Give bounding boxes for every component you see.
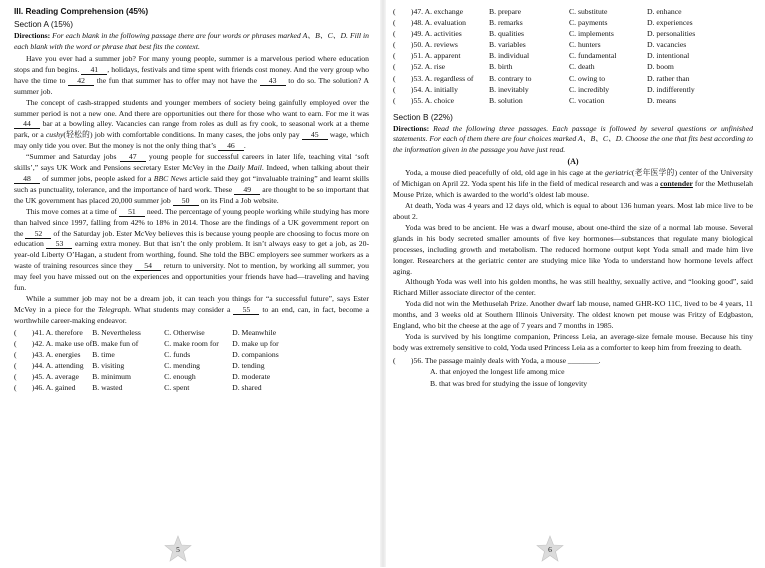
blank-51: 51 xyxy=(119,207,145,217)
option-row-42[interactable]: ( )42. A. make use of B. make fun of C. make room for D. make up for xyxy=(14,338,279,348)
blank-44: 44 xyxy=(14,119,40,129)
blank-53: 53 xyxy=(46,239,72,249)
page-number-badge-left xyxy=(164,535,192,563)
passage-paragraph-3: “Summer and Saturday jobs 47 young people for successful careers in later life, teaching vital ‘soft skills’,” says UK Work and Pensions secretary Ester McVey in the Daily Mail. Indeed, when talking about their 48 of summer jobs, people asked for a BBC News article said they got “invaluable training” and learnt skills such as punctuality, tolerance, and the importance of hard work. These 49 are thought to be so important that the UK government has placed 20,000 summer job 50 on its Find a Job website. xyxy=(14,152,370,205)
section-b-heading: Section B (22%) xyxy=(393,111,453,122)
question-56-option-a[interactable]: A. that enjoyed the longest life among mice xyxy=(430,367,565,377)
section-b-directions xyxy=(393,124,753,156)
yoda-paragraph-4: Although Yoda was well into his golden months, he was still healthy, sexually active, and “looking good”, said Richard Miller associate director of the center. xyxy=(393,277,753,298)
blank-42: 42 xyxy=(68,76,94,86)
yoda-paragraph-2: At death, Yoda was 4 years and 12 days old, which is equal to about 136 human years. Most lab mice live to be about 2. xyxy=(393,201,753,221)
blank-50: 50 xyxy=(173,196,199,206)
yoda-paragraph-5: Yoda did not win the Methuselah Prize. Another dwarf lab mouse, named GHR-KO 11C, lived to be 4 years, 11 months, and 3 weeks old at Southern Illinois University. The oldest known pet mouse was Fritzy of Edgbaston, England, who bit the cheese at the age of 7 years and 7 months in 1985. xyxy=(393,299,753,331)
passage-paragraph-1: Have you ever had a summer job? For many young people, summer is a marvelous period where education stops and fun begins. 41 , holidays, festivals and time spent with friends cost money. And the very group who have the time to 42 the fun that summer has to offer may not have the 43 to do so. The solution? A summer job. xyxy=(14,54,370,96)
page-number-badge-right xyxy=(536,535,564,563)
options-table-41-46 xyxy=(14,327,369,394)
blank-54: 54 xyxy=(135,261,161,271)
blank-52: 52 xyxy=(25,229,51,239)
yoda-paragraph-3: Yoda was bred to be ancient. He was a dwarf mouse, about one-third the size of a normal lab mouse. Several glands in his body secreted smaller amounts of five key hormones—substances that regulate many biological processes, including growth and metabolism. The reduced hormone output kept Yoda small and made him live longer. Researchers at the geriatric center are studying mice like Yoda to understand how hormone levels affect aging. xyxy=(393,222,753,276)
option-row-52[interactable]: ( )52. A. rise B. birth C. death D. boom xyxy=(393,62,674,72)
option-row-53[interactable]: ( )53. A. regardless of B. contrary to C. owing to D. rather than xyxy=(393,73,690,83)
option-row-55[interactable]: ( )55. A. choice B. solution C. vocation D. means xyxy=(393,95,677,105)
left-page xyxy=(0,0,383,567)
highlighted-word-contender: contender xyxy=(660,179,693,189)
directions-text: Read the following three passages. Each passage is followed by several questions or unfinished statements. For each of them there are four choices marked A、B、C、D. Choose the one that fits best according to the information given in the passage you have just read. xyxy=(393,123,753,154)
question-56-option-b[interactable]: B. that was bred for studying the issue of longevity xyxy=(430,378,588,388)
option-row-51[interactable]: ( )51. A. apparent B. individual C. fundamental D. intentional xyxy=(393,51,690,61)
option-row-49[interactable]: ( )49. A. activities B. qualities C. implements D. personalities xyxy=(393,29,696,39)
option-row-43[interactable]: ( )43. A. energies B. time C. funds D. companions xyxy=(14,349,279,359)
options-table-47-55 xyxy=(393,6,753,106)
blank-43: 43 xyxy=(260,76,286,86)
page-number-right: 6 xyxy=(548,545,552,554)
passage-paragraph-4: This move comes at a time of 51 need. The percentage of young people working while studying has more than halved since 1997, falling from 42% to 18% in 2014. Those are the findings of a UK government report on the 52 of the Saturday job. Ester McVey believes this is because young people are choosing to focus more on education 53 earning extra money. But that isn’t the only problem. It isn’t always easy to get a job, as 20-year-old Liberty O’Hagan, a student from worthing, found. She told the BBC employers see summer workers as a waste of training resources since they 54 return to university. Not to mention, by working all summer, you may feel you have missed out on the experiences and opportunities your friends have had—traveling and having fun. xyxy=(14,206,370,293)
directions-text: For each blank in the following passage there are four words or phrases marked A、B、C、D. Fill in each blank with the word or phrase that best fits the context. xyxy=(14,31,370,51)
blank-46: 46 xyxy=(218,141,244,151)
option-row-44[interactable]: ( )44. A. attending B. visiting C. mending D. tending xyxy=(14,360,265,370)
yoda-paragraph-1: Yoda, a mouse died peacefully of old, old age in his cage at the geriatric(老年医学的) center of the University of Michigan on April 22. Yoda spent his life in the field of medical research and was a contender for the Methuselah Mouse Prize, which is awarded to the world’s oldest lab mouse. xyxy=(393,168,753,200)
passage-paragraph-5: While a summer job may not be a dream job, it can teach you things for “a successful future”, says Ester McVey in a piece for the Telegraph. What students may consider a 55 to an end, can, in fact, become a worthwhile career-making endeavor. xyxy=(14,293,369,325)
passage-paragraph-2: The concept of cash-strapped students and younger members of society being gainfully employed over the summer period is not a new one. And there are opportunities out there for those who want to earn. For me it was 44 bar at a bowling alley. Vacancies can range from roles as dull as fry cook, to seasonal work at a theme park, or a cushy(轻松的) job with comfortable conditions. In many cases, the jobs only pay 45 wage, which may only tide you over. But the money is not the only thing that’s 46 . xyxy=(14,97,369,151)
section-a-directions xyxy=(14,31,369,52)
option-row-54[interactable]: ( )54. A. initially B. inevitably C. incredibly D. indifferently xyxy=(393,84,695,94)
page-number-left: 5 xyxy=(176,545,180,554)
option-row-48[interactable]: ( )48. A. evaluation B. remarks C. payments D. experiences xyxy=(393,18,693,28)
directions-label: Directions: xyxy=(393,123,430,133)
option-row-50[interactable]: ( )50. A. reviews B. variables C. hunters D. vacancies xyxy=(393,40,687,50)
blank-47: 47 xyxy=(120,152,146,162)
blank-48: 48 xyxy=(14,174,40,184)
blank-49: 49 xyxy=(234,185,260,195)
passage-a-label: (A) xyxy=(567,157,579,167)
option-row-47[interactable]: ( )47. A. exchange B. prepare C. substitute D. enhance xyxy=(393,7,682,16)
option-row-46[interactable]: ( )46. A. gained B. wasted C. spent D. shared xyxy=(14,383,262,393)
section-title: III. Reading Comprehension (45%) xyxy=(14,6,149,16)
blank-41: 41 xyxy=(81,65,107,75)
blank-55: 55 xyxy=(233,305,259,315)
question-56[interactable]: ( )56. The passage mainly deals with Yoda, a mouse ________. xyxy=(393,355,601,365)
option-row-45[interactable]: ( )45. A. average B. minimum C. enough D. moderate xyxy=(14,372,271,382)
section-a-heading: Section A (15%) xyxy=(14,19,74,29)
yoda-paragraph-6: Yoda is survived by his longtime companion, Princess Leia, an average-size female mouse. Because his tiny body was extremely sensitive to cold, Yoda used Princess Leia as a comforter to keep him from freezing to death. xyxy=(393,331,753,352)
blank-45: 45 xyxy=(302,130,328,140)
directions-label: Directions: xyxy=(14,31,51,40)
right-page xyxy=(383,0,765,567)
option-row-41[interactable]: ( )41. A. therefore B. Nevertheless C. Otherwise D. Meanwhile xyxy=(14,327,277,337)
